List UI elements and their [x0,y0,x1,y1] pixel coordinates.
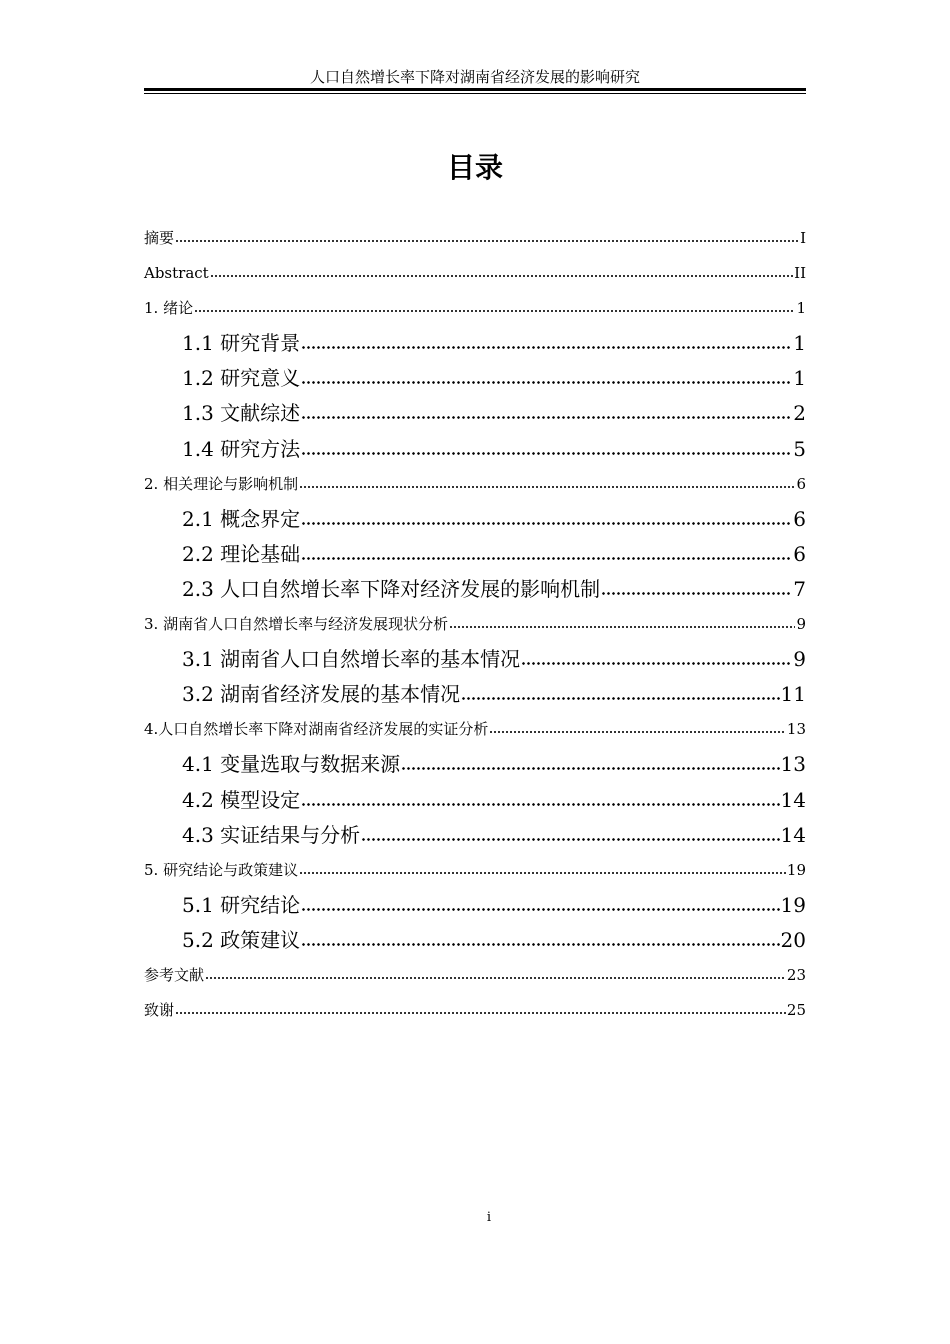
toc-entry[interactable] [144,853,806,888]
toc-entry-title: Abstract [144,264,209,283]
dot-leader [489,721,786,735]
header-rule-thin [144,93,806,94]
toc-entry-title: 摘要 [144,229,175,247]
header-title: 人口自然增长率下降对湖南省经济发展的影响研究 [309,68,640,86]
toc-entry-title: 2. 相关理论与影响机制 [144,474,299,493]
toc-entry-page: II [794,264,806,283]
toc-entry-title: 4.人口自然增长率下降对湖南省经济发展的实证分析 [144,720,489,739]
toc-entry-title: 5. 研究结论与政策建议 [144,860,299,879]
dot-leader [299,475,795,489]
toc-entry[interactable] [144,361,806,396]
dot-leader [361,824,779,842]
toc-entry[interactable] [144,958,806,993]
toc-entry-title: 2.1 概念界定 [182,506,301,531]
toc-entry-title: 致谢 [144,1001,175,1020]
dot-leader [301,402,792,420]
toc-entry-title: 1.2 研究意义 [182,366,301,391]
toc-entry[interactable] [144,712,806,747]
toc-entry[interactable] [144,818,806,853]
toc-entry[interactable] [144,326,806,361]
toc-entry-page: 13 [786,720,806,739]
toc-entry-page: 11 [780,682,806,707]
toc-entry-title: 4.3 实证结果与分析 [182,822,361,847]
toc-entry-title: 5.2 政策建议 [182,927,301,952]
dot-leader [299,861,786,875]
dot-leader [301,332,792,350]
toc-entry-page: 19 [786,860,806,879]
toc-entry-page: 6 [793,541,806,566]
page-number: i [486,1210,492,1225]
toc-entry[interactable] [144,607,806,642]
toc-entry[interactable] [144,993,806,1028]
toc-entry-page: 1 [793,366,806,391]
toc-entry-page: 20 [780,927,806,952]
dot-leader [301,543,792,561]
toc-entry-title: 1.1 研究背景 [182,331,301,356]
toc-entry-title: 3. 湖南省人口自然增长率与经济发展现状分析 [144,615,449,634]
toc-entry[interactable] [144,923,806,958]
dot-leader [461,683,779,701]
dot-leader [301,438,792,456]
toc-entry-page: 14 [780,822,806,847]
dot-leader [301,894,779,912]
toc-entry[interactable] [144,291,806,326]
toc-entry[interactable] [144,783,806,818]
toc-entry-title: 2.2 理论基础 [182,541,301,566]
dot-leader [401,753,779,771]
toc-entry-page: 23 [786,965,806,984]
toc-entry[interactable] [144,502,806,537]
table-of-contents [144,221,806,1028]
toc-entry[interactable] [144,467,806,502]
toc-entry[interactable] [144,572,806,607]
toc-entry-page: 19 [780,892,806,917]
toc-entry[interactable] [144,537,806,572]
toc-entry-title: 1. 绪论 [144,299,194,318]
toc-entry-page: 5 [793,436,806,461]
toc-entry-page: 1 [793,331,806,356]
toc-entry-page: 25 [786,1001,806,1020]
toc-entry-title: 4.1 变量选取与数据来源 [182,752,401,777]
dot-leader [301,929,779,947]
toc-entry-page: 1 [796,299,806,318]
dot-leader [449,616,795,630]
dot-leader [194,300,795,314]
toc-entry[interactable] [144,677,806,712]
toc-entry-title: 1.4 研究方法 [182,436,301,461]
toc-entry[interactable] [144,642,806,677]
toc-entry-title: 5.1 研究结论 [182,892,301,917]
dot-leader [175,230,799,244]
toc-entry-page: 6 [793,506,806,531]
toc-entry-page: 9 [793,647,806,672]
toc-entry[interactable] [144,888,806,923]
toc-entry-title: 4.2 模型设定 [182,787,301,812]
toc-entry-page: 6 [796,474,806,493]
toc-entry-page: 14 [780,787,806,812]
dot-leader [301,789,779,807]
dot-leader [210,265,793,279]
toc-entry[interactable] [144,747,806,782]
toc-entry-page: 9 [796,615,806,634]
toc-entry-title: 1.3 文献综述 [182,401,301,426]
header-rule-thick [144,88,806,91]
toc-entry-title: 参考文献 [144,965,205,984]
toc-entry-title: 3.1 湖南省人口自然增长率的基本情况 [182,647,521,672]
toc-entry[interactable] [144,432,806,467]
toc-title: 目录 [446,151,503,184]
toc-entry[interactable] [144,396,806,431]
dot-leader [175,1002,786,1016]
toc-entry-title: 2.3 人口自然增长率下降对经济发展的影响机制 [182,576,601,601]
toc-entry[interactable] [144,256,806,291]
toc-entry-title: 3.2 湖南省经济发展的基本情况 [182,682,461,707]
toc-entry[interactable] [144,221,806,256]
dot-leader [205,966,786,980]
dot-leader [601,578,792,596]
toc-entry-page: 13 [780,752,806,777]
toc-entry-page: I [800,229,806,247]
dot-leader [301,508,792,526]
toc-entry-page: 7 [793,576,806,601]
dot-leader [521,648,792,666]
toc-entry-page: 2 [793,401,806,426]
dot-leader [301,367,792,385]
